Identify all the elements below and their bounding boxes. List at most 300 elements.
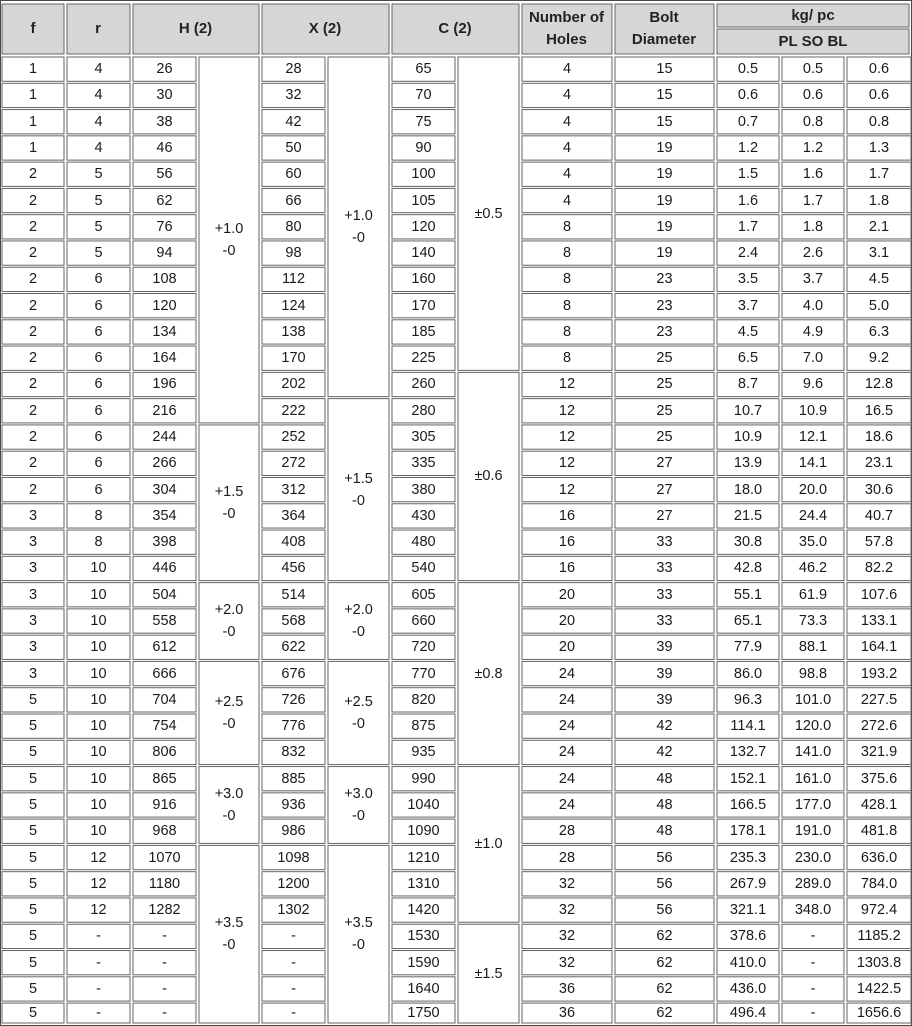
table-cell: 24.4 [798,507,828,524]
table-cell: 70 [415,87,432,104]
table-cell: 1090 [407,823,440,840]
table-cell: 6 [94,323,103,340]
table-cell: 612 [152,639,177,656]
table-cell: 1.7 [737,218,759,235]
table-cell: 622 [281,639,306,656]
table-cell: 1.8 [868,192,890,209]
table-cell: 10 [90,613,107,629]
table-cell: 2.4 [737,245,759,262]
table-cell: 19 [656,192,673,209]
table-cell: 191.0 [794,823,832,840]
table-cell: 25 [656,350,673,367]
table-cell: 10 [90,744,107,761]
table-cell: 61.9 [798,586,828,603]
table-cell: 120.0 [794,718,832,735]
table-cell: - [162,954,167,971]
table-cell: 12 [558,376,576,393]
table-cell: 726 [281,691,306,708]
table-cell: 354 [152,507,177,524]
table-cell: 24 [558,744,576,761]
table-cell: 1200 [277,875,310,892]
table-cell: 378.6 [729,928,767,945]
x-tolerance-plus: +1.5 [344,470,373,487]
header-bolt-line2: Diameter [631,31,697,48]
table-cell: 754 [152,718,177,735]
table-cell: 32 [285,87,302,104]
table-cell: 177.0 [794,796,832,813]
table-cell: 24 [558,770,576,787]
table-cell: 5 [28,849,38,866]
c-tolerance-label: ±0.5 [474,205,503,222]
h-tolerance [199,425,259,581]
table-cell: 161.0 [794,770,832,787]
table-cell: 6 [94,429,103,446]
table-cell: 875 [411,718,436,735]
table-cell: 16 [558,560,576,577]
table-cell: 20.0 [798,481,828,498]
table-cell: 865 [152,770,177,787]
table-cell: 82.2 [864,560,894,577]
table-cell: 6 [94,481,103,498]
table-cell: 19 [656,166,673,183]
h-tolerance-minus: -0 [222,505,236,522]
table-cell: 558 [152,613,177,629]
table-cell: 1 [28,139,38,156]
table-cell: 28 [285,61,302,78]
table-cell: 4 [94,61,103,78]
table-cell: 4 [562,192,572,209]
table-cell: 2 [28,402,38,419]
x-tolerance-plus: +3.5 [344,915,373,932]
table-cell: 660 [411,613,436,629]
table-cell: 1 [28,87,38,104]
table-cell: 225 [411,350,436,367]
c-tolerance [458,767,519,923]
table-cell: 12 [558,481,576,498]
h-tolerance-minus: -0 [222,624,236,640]
table-cell: 32 [558,928,576,945]
table-cell: 3 [28,560,38,577]
table-cell: 289.0 [794,875,832,892]
table-cell: 6 [94,402,103,419]
header-h: H (2) [178,20,213,37]
table-cell: 16.5 [864,402,894,419]
table-cell: 5 [94,245,103,262]
table-cell: - [810,928,816,945]
table-cell: 456 [281,560,306,577]
table-cell: 428.1 [860,796,898,813]
table-cell: 42 [656,744,673,761]
table-cell: 4 [562,113,572,130]
table-cell: 96.3 [733,691,763,708]
table-cell: 260 [411,376,436,393]
table-cell: 252 [281,429,306,446]
header-bolt-line1: Bolt [649,9,679,26]
table-cell: 108 [152,271,177,288]
table-cell: 1040 [407,796,440,813]
table-cell: 1422.5 [856,980,902,997]
table-cell: 5 [28,1005,38,1022]
table-cell: 227.5 [860,691,898,708]
x-tolerance-minus: -0 [352,624,365,640]
table-cell: 6.3 [868,323,890,340]
table-cell: 101.0 [794,691,832,708]
table-cell: 2 [28,297,38,314]
table-cell: 5 [94,166,103,183]
table-cell: 304 [152,481,177,498]
table-cell: 98 [285,245,302,262]
table-cell: 10.9 [733,429,763,446]
table-cell: 73.3 [798,613,828,629]
table-cell: 16 [558,534,576,551]
table-cell: 98.8 [798,665,828,682]
table-cell: 3 [28,586,38,603]
x-tolerance-minus: -0 [352,229,365,246]
header-r: r [95,20,101,37]
table-cell: 46 [156,139,173,156]
table-cell: 666 [152,665,177,682]
table-cell: 8.7 [737,376,759,393]
table-cell: 605 [411,586,436,603]
table-cell: 364 [281,507,306,524]
h-tolerance [199,661,259,764]
table-cell: 76 [156,218,173,235]
table-cell: 32 [558,954,576,971]
table-cell: 15 [656,87,673,104]
table-cell: 18.6 [864,429,894,446]
table-cell: 267.9 [729,875,767,892]
table-cell: 12 [558,455,576,472]
table-cell: - [96,980,101,997]
table-cell: 216 [152,402,177,419]
table-cell: 0.5 [737,61,759,78]
table-cell: 30.8 [733,534,763,551]
h-tolerance [199,57,259,423]
table-cell: 375.6 [860,770,898,787]
table-cell: 105 [411,192,436,209]
table-cell: 972.4 [860,902,898,919]
table-cell: 10 [90,770,107,787]
table-cell: - [162,1005,167,1022]
table-cell: 24 [558,665,576,682]
table-cell: 4 [94,113,103,130]
table-cell: 10 [90,665,107,682]
table-cell: 3.1 [868,245,890,262]
table-cell: - [162,980,167,997]
table-cell: 56 [656,902,673,919]
table-cell: 10 [90,796,107,813]
header-holes-line2: Holes [546,31,587,48]
table-cell: 24 [558,718,576,735]
table-cell: - [291,954,296,971]
table-cell: 65.1 [733,613,763,629]
table-cell: 776 [281,718,306,735]
table-cell: 2 [28,218,38,235]
table-cell: 60 [285,166,302,183]
table-cell: 704 [152,691,177,708]
table-cell: 90 [415,139,432,156]
table-cell: 94 [156,245,173,262]
table-cell: 66 [285,192,302,209]
table-cell: 806 [152,744,177,761]
h-tolerance-plus: +2.0 [214,602,244,618]
table-cell: 62 [656,980,673,997]
c-tolerance-label: ±0.6 [474,468,503,485]
table-cell: 26 [156,61,173,78]
table-cell: 133.1 [860,613,898,629]
table-cell: 75 [415,113,432,130]
header-weight-sub: PL SO BL [778,33,848,50]
table-cell: 4 [94,87,103,104]
table-cell: 1.6 [802,166,824,183]
table-cell: 1640 [407,980,440,997]
table-cell: 496.4 [729,1005,767,1022]
table-cell: 170 [281,350,306,367]
table-cell: 272 [281,455,306,472]
table-cell: 8 [562,218,572,235]
table-cell: 1.3 [868,139,890,156]
header-holes-line1: Number of [529,9,604,26]
table-cell: 24 [558,691,576,708]
table-cell: 885 [281,770,306,787]
x-tolerance-plus: +1.0 [344,207,373,224]
x-tolerance [328,661,389,764]
table-cell: 8 [562,323,572,340]
table-cell: 140 [411,245,436,262]
table-cell: 57.8 [864,534,894,551]
h-tolerance [199,845,259,1023]
table-cell: 62 [656,1005,673,1022]
table-cell: 335 [411,455,436,472]
table-cell: 42.8 [733,560,763,577]
table-cell: 636.0 [860,849,898,866]
table-cell: 1302 [277,902,310,919]
table-cell: 65 [415,61,432,78]
table-cell: 20 [558,613,576,629]
table-cell: 33 [656,560,673,577]
table-cell: 141.0 [794,744,832,761]
header-c: C (2) [438,20,472,37]
h-tolerance-minus: -0 [222,807,236,824]
table-cell: 46.2 [798,560,828,577]
h-tolerance-plus: +1.0 [214,220,244,237]
table-cell: 1530 [407,928,440,945]
table-cell: 10 [90,586,107,603]
table-cell: 7.0 [802,350,824,367]
table-cell: 3 [28,639,38,656]
table-cell: 132.7 [729,744,767,761]
table-cell: 42 [285,113,302,130]
table-cell: 6 [94,297,103,314]
table-cell: 312 [281,481,306,498]
table-cell: 134 [152,323,177,340]
table-cell: 124 [281,297,306,314]
table-cell: 36 [558,980,576,997]
table-cell: 12 [90,849,107,866]
table-cell: 27 [656,507,673,524]
table-cell: 5 [28,718,38,735]
h-tolerance-plus: +3.5 [214,915,244,932]
table-cell: 13.9 [733,455,763,472]
x-tolerance [328,583,389,660]
table-cell: 8 [562,350,572,367]
table-cell: 5 [28,875,38,892]
table-cell: 3 [28,613,38,629]
table-cell: 170 [411,297,436,314]
table-cell: 55.1 [733,586,763,603]
table-cell: 4.5 [868,271,890,288]
table-cell: 0.6 [737,87,759,104]
h-tolerance-plus: +3.0 [214,785,244,802]
table-cell: 62 [656,954,673,971]
table-cell: 12 [90,875,107,892]
table-cell: 720 [411,639,436,656]
table-cell: 35.0 [798,534,828,551]
table-cell: 39 [656,665,673,682]
table-cell: 56 [156,166,173,183]
table-cell: 39 [656,691,673,708]
table-cell: 5 [94,192,103,209]
table-cell: 1.8 [802,218,824,235]
h-tolerance-plus: +2.5 [214,693,244,710]
table-cell: 12 [558,429,576,446]
table-cell: 6 [94,350,103,367]
table-cell: 77.9 [733,639,763,656]
table-cell: 112 [281,271,306,288]
table-cell: 4 [562,139,572,156]
table-cell: 1282 [148,902,181,919]
table-cell: 23.1 [864,455,894,472]
table-cell: 481.8 [860,823,898,840]
table-cell: 14.1 [798,455,828,472]
table-cell: 770 [411,665,436,682]
table-cell: 39 [656,639,673,656]
table-cell: 1210 [407,849,440,866]
table-cell: 1.7 [802,192,824,209]
table-cell: 321.1 [729,902,767,919]
table-cell: 266 [152,455,177,472]
table-cell: 5 [28,744,38,761]
x-tolerance-minus: -0 [352,807,365,824]
table-cell: 6 [94,271,103,288]
table-cell: 114.1 [730,718,766,735]
table-cell: 1303.8 [856,954,902,971]
table-cell: 8 [94,534,103,551]
table-cell: 48 [656,770,673,787]
table-cell: 160 [411,271,436,288]
table-cell: 10 [90,718,107,735]
header-x: X (2) [308,20,342,37]
table-cell: 120 [411,218,436,235]
table-cell: 6 [94,455,103,472]
table-cell: 164 [152,350,177,367]
table-cell: 42 [656,718,673,735]
table-cell: 33 [656,534,673,551]
table-cell: 1098 [277,849,310,866]
table-cell: 15 [656,113,673,130]
table-cell: 5 [28,954,38,971]
table-cell: 23 [656,323,673,340]
table-cell: 178.1 [729,823,767,840]
table-cell: 19 [656,218,673,235]
table-cell: 138 [281,323,306,340]
header-f: f [30,20,36,37]
x-tolerance-minus: -0 [352,715,365,732]
table-cell: 398 [152,534,177,551]
header-number-of-holes [521,4,612,54]
table-cell: 36 [558,1005,576,1022]
table-cell: 166.5 [729,796,767,813]
table-cell: 30.6 [864,481,894,498]
header-bolt-diameter [614,4,714,54]
table-cell: 193.2 [860,665,898,682]
table-cell: 1180 [148,875,181,892]
h-tolerance-minus: -0 [222,242,236,259]
table-cell: 10 [90,639,107,656]
table-cell: 2 [28,166,38,183]
table-cell: - [291,980,296,997]
table-cell: - [291,1005,296,1022]
table-cell: 100 [411,166,436,183]
table-cell: 15 [656,61,673,78]
table-cell: 19 [656,245,673,262]
table-cell: 430 [411,507,436,524]
c-tolerance [458,924,519,1023]
table-cell: 1 [28,113,38,130]
table-cell: 5 [28,796,38,813]
table-cell: 2 [28,429,38,446]
table-cell: 1590 [407,954,440,971]
table-cell: 33 [656,586,673,603]
table-cell: 32 [558,902,576,919]
table-cell: 272.6 [860,718,898,735]
c-tolerance-label: ±1.0 [474,836,503,853]
table-cell: 0.6 [802,87,824,104]
table-cell: 1310 [407,875,440,892]
table-cell: 8 [94,507,103,524]
table-cell: 380 [411,481,436,498]
x-tolerance [328,767,389,844]
table-cell: 4 [562,166,572,183]
table-cell: 0.8 [868,113,890,130]
table-cell: 222 [281,402,306,419]
table-cell: 86.0 [733,665,763,682]
table-cell: 1.5 [737,166,759,183]
table-cell: 410.0 [729,954,767,971]
table-cell: 504 [152,586,177,603]
table-cell: 10 [90,823,107,840]
table-cell: 21.5 [733,507,763,524]
c-tolerance [458,372,519,580]
h-tolerance-plus: +1.5 [214,483,244,500]
c-tolerance [458,57,519,370]
table-cell: 12 [558,402,576,419]
table-cell: 196 [152,376,177,393]
table-cell: 2 [28,350,38,367]
table-cell: 935 [411,744,436,761]
table-cell: 5 [28,770,38,787]
table-cell: 6 [94,376,103,393]
table-cell: 8 [562,245,572,262]
table-cell: 28 [558,823,576,840]
table-cell: 1 [28,61,38,78]
table-cell: 936 [281,796,306,813]
table-cell: 0.5 [802,61,824,78]
table-cell: 3.7 [737,297,759,314]
table-cell: 6.5 [737,350,759,367]
table-cell: - [162,928,167,945]
table-cell: 514 [281,586,306,603]
